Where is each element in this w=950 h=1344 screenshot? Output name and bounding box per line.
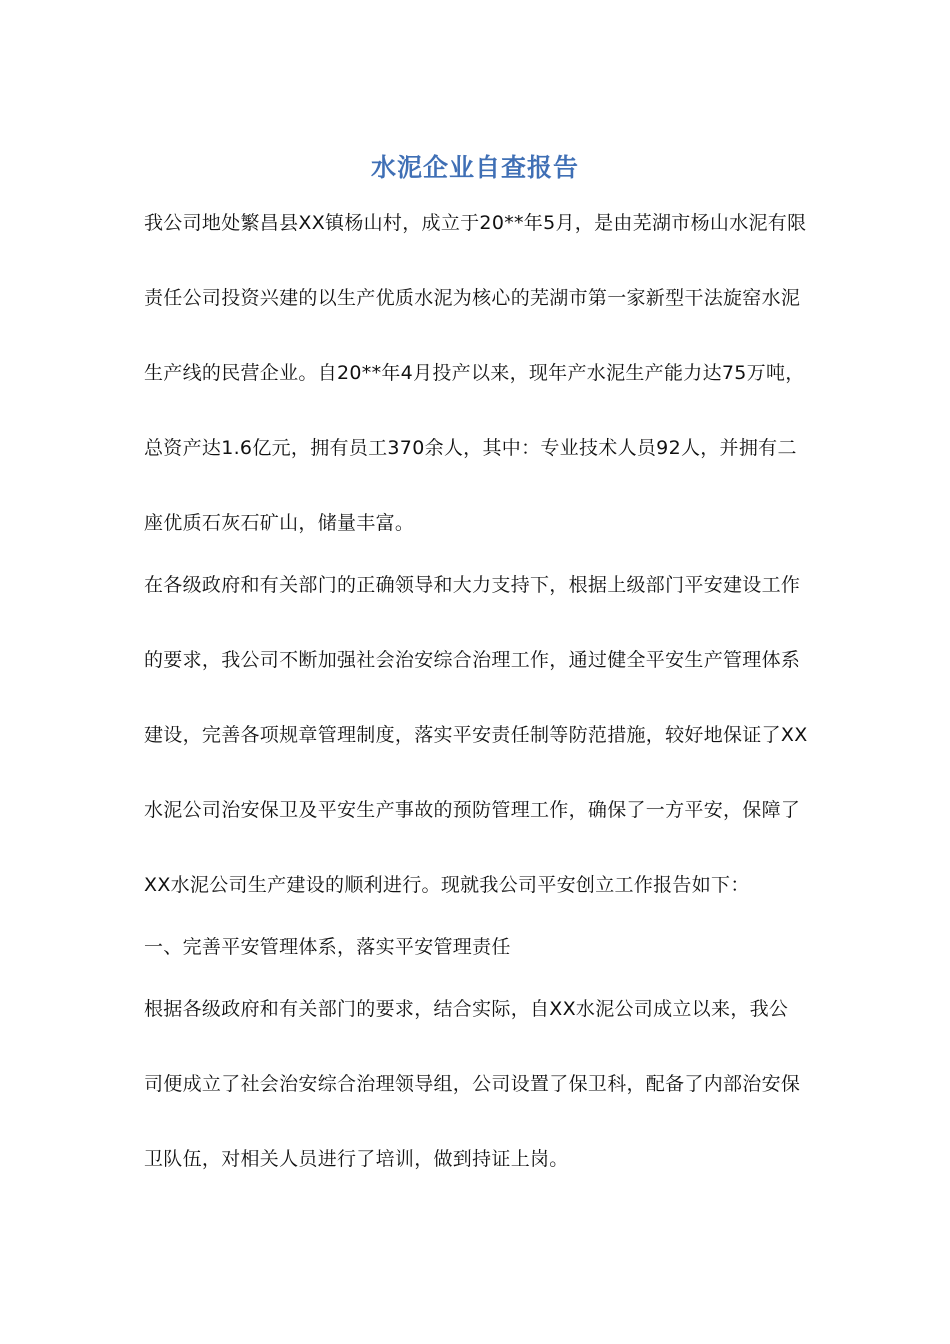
body-line-5: 座优质石灰石矿山，储量丰富。 [144,512,415,534]
body-line-13: 司便成立了社会治安综合治理领导组，公司设置了保卫科，配备了内部治安保 [144,1073,801,1095]
body-line-3: 生产线的民营企业。自20**年4月投产以来，现年产水泥生产能力达75万吨， [144,362,805,384]
section-heading-1: 一、完善平安管理体系，落实平安管理责任 [144,936,511,958]
body-line-12: 根据各级政府和有关部门的要求，结合实际，自XX水泥公司成立以来，我公 [144,998,789,1020]
body-line-4: 总资产达1.6亿元，拥有员工370余人，其中：专业技术人员92人，并拥有二 [144,437,797,459]
body-line-1: 我公司地处繁昌县XX镇杨山村，成立于20**年5月，是由芜湖市杨山水泥有限 [144,212,807,234]
body-line-14: 卫队伍，对相关人员进行了培训，做到持证上岗。 [144,1148,569,1170]
body-line-7: 的要求，我公司不断加强社会治安综合治理工作，通过健全平安生产管理体系 [144,649,801,671]
body-line-2: 责任公司投资兴建的以生产优质水泥为核心的芜湖市第一家新型干法旋窑水泥 [144,287,801,309]
body-line-9: 水泥公司治安保卫及平安生产事故的预防管理工作，确保了一方平安，保障了 [144,799,801,821]
body-line-8: 建设，完善各项规章管理制度，落实平安责任制等防范措施，较好地保证了XX [144,724,808,746]
body-line-10: XX水泥公司生产建设的顺利进行。现就我公司平安创立工作报告如下： [144,874,750,896]
document-title: 水泥企业自查报告 [370,153,579,182]
body-line-6: 在各级政府和有关部门的正确领导和大力支持下，根据上级部门平安建设工作 [144,574,801,596]
